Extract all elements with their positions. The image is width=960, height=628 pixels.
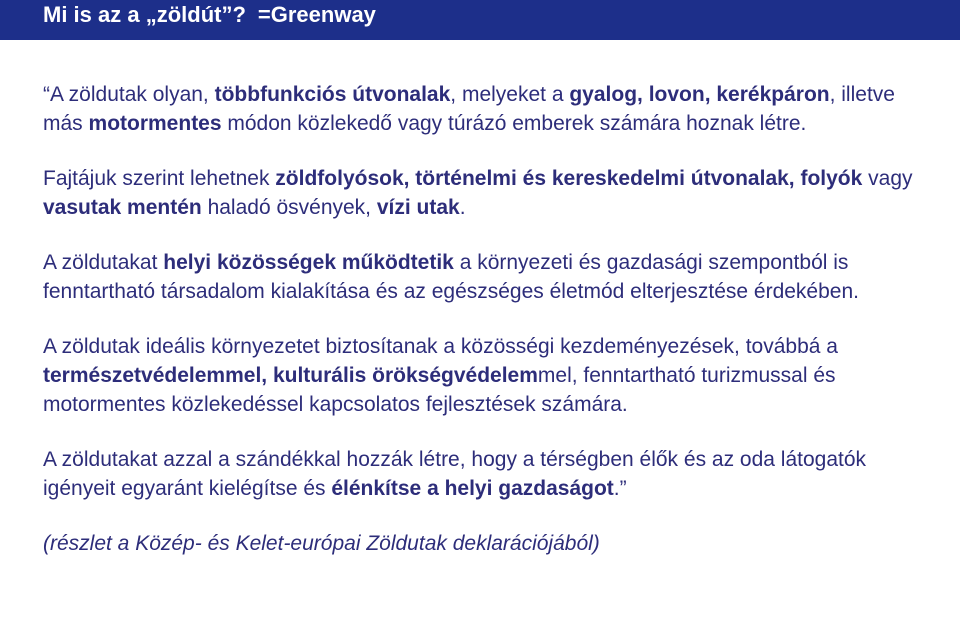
text-segment: , illetve más xyxy=(43,83,895,135)
paragraph-communities xyxy=(43,248,923,306)
text-segment: A zöldutak ideális környezetet biztosítanak a közösségi kezdeményezések, továbbá a xyxy=(43,335,838,358)
text-segment: haladó ösvények, xyxy=(201,196,377,219)
bold-segment: vízi utak xyxy=(376,196,460,219)
bold-segment: helyi közösségek működtetik xyxy=(163,251,454,274)
text-segment: . xyxy=(459,196,466,219)
bold-segment: gyalog, lovon, kerékpáron xyxy=(569,83,830,106)
bold-segment: motormentes xyxy=(88,112,222,135)
bold-segment: természetvédelemmel, kulturális örökségvédelem xyxy=(43,364,538,387)
text-segment: , melyeket a xyxy=(450,83,570,106)
bold-segment: zöldfolyósok, történelmi és kereskedelmi útvonalak, folyók xyxy=(275,167,863,190)
text-segment: A zöldutakat azzal a szándékkal hozzák létre, hogy a térségben élők és az oda látogatók igényeit egyaránt kielégítse és xyxy=(43,448,867,500)
bold-segment: élénkítse a helyi gazdaságot xyxy=(331,477,614,500)
slide-title: Mi is az a „zöldút”? xyxy=(43,2,246,27)
bold-segment: többfunkciós útvonalak xyxy=(214,83,451,106)
text-segment: módon közlekedő vagy túrázó emberek számára hoznak létre. xyxy=(221,112,807,135)
slide-content xyxy=(43,80,923,584)
bold-segment: vasutak mentén xyxy=(43,196,202,219)
citation: (részlet a Közép- és Kelet-európai Zöldutak deklarációjából) xyxy=(43,532,600,555)
text-segment: a környezeti és gazdasági szempontból is fenntartható társadalom kialakítása és az egészséges életmód elterjesztése érdekében. xyxy=(43,251,859,303)
paragraph-definition xyxy=(43,80,923,138)
title-bar xyxy=(0,0,960,40)
text-segment: “A zöldutak olyan, xyxy=(43,83,215,106)
text-segment: vagy xyxy=(862,167,913,190)
text-segment: A zöldutakat xyxy=(43,251,164,274)
text-segment: Fajtájuk szerint lehetnek xyxy=(43,167,276,190)
slide-subtitle: =Greenway xyxy=(257,2,376,27)
paragraph-purpose xyxy=(43,445,923,503)
text-segment: .” xyxy=(613,477,627,500)
text-segment: mel, fenntartható turizmussal és motormentes közlekedéssel kapcsolatos fejlesztések számára. xyxy=(43,364,836,416)
paragraph-environment xyxy=(43,332,923,419)
paragraph-types xyxy=(43,164,923,222)
